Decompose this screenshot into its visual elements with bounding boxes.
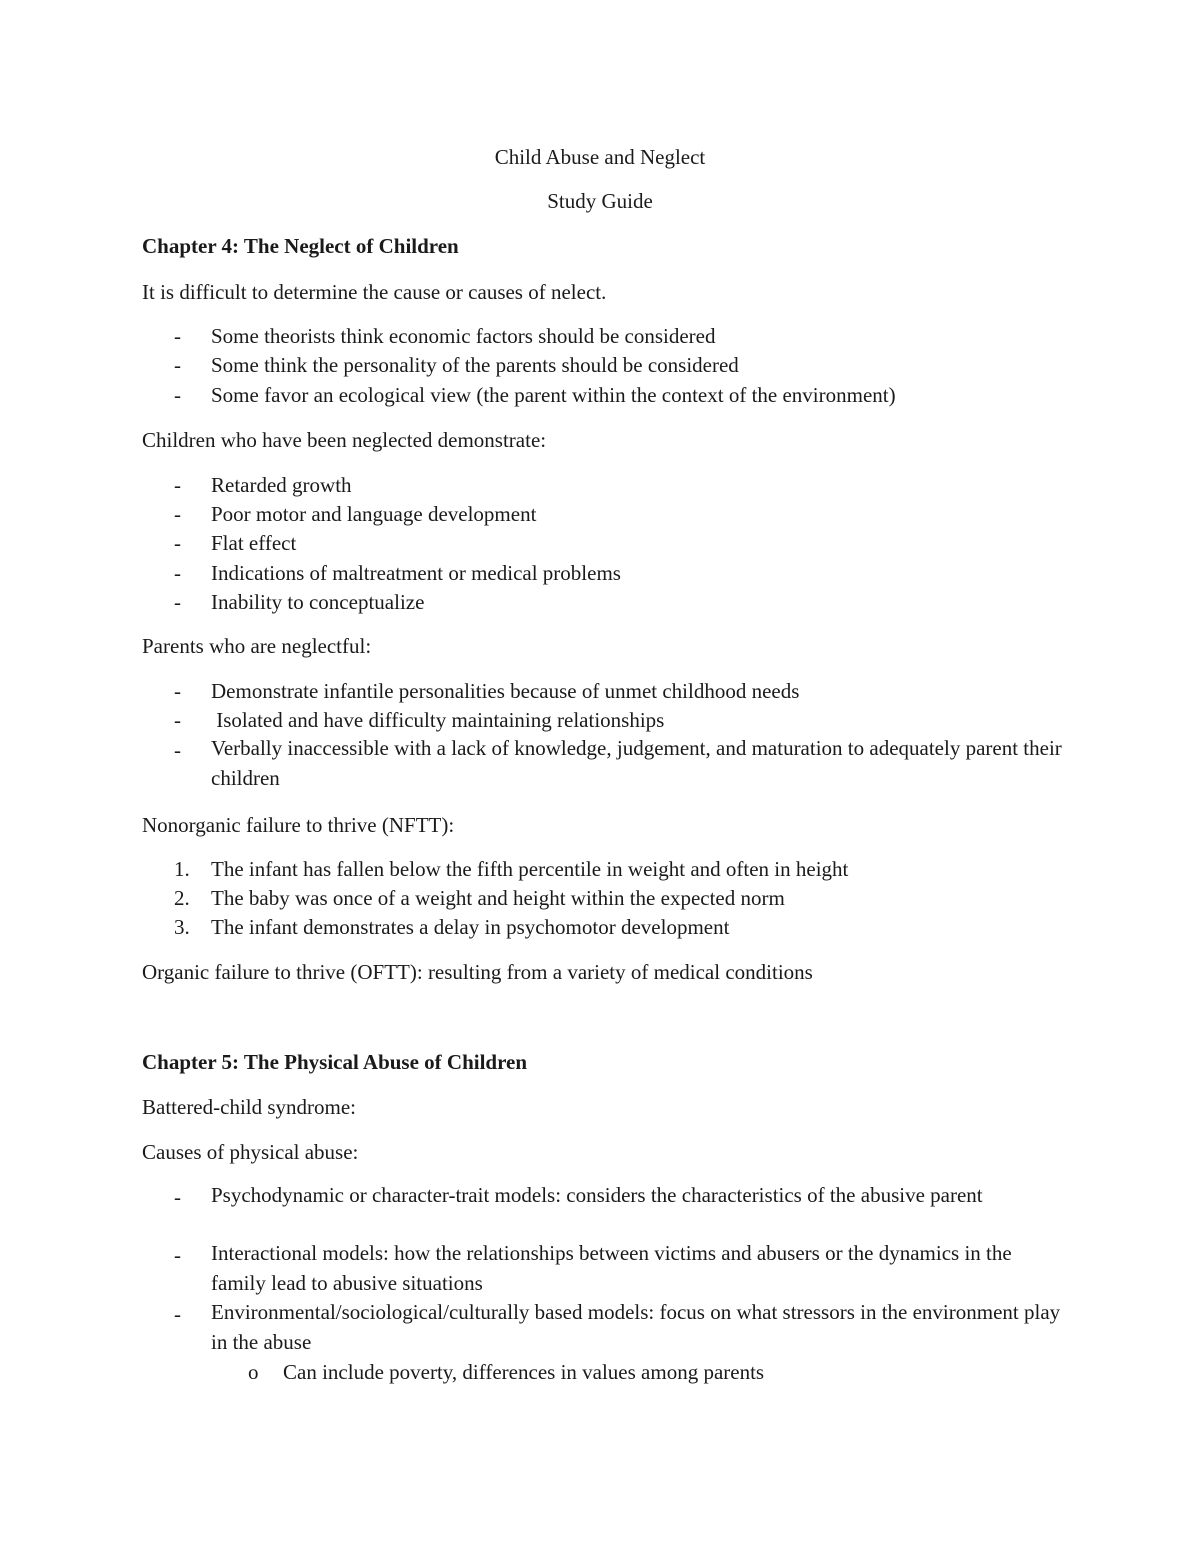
parents-intro: Parents who are neglectful:	[142, 634, 372, 658]
list-item: Interactional models: how the relationships between victims and abusers or the dynamics in the family lead to abusive situations	[211, 1241, 1012, 1295]
document-title: Child Abuse and Neglect	[494, 145, 706, 169]
list-item: Some think the personality of the parents should be considered	[211, 353, 739, 377]
number-marker: 2.	[174, 886, 190, 910]
bullet-marker: -	[174, 531, 181, 555]
list-item: Some favor an ecological view (the parent within the context of the environment)	[211, 383, 896, 407]
nftt-intro: Nonorganic failure to thrive (NFTT):	[142, 813, 455, 837]
list-item: Environmental/sociological/culturally based models: focus on what stressors in the environment play in the abuse	[211, 1300, 1061, 1354]
list-item: Inability to conceptualize	[211, 590, 425, 614]
list-item: Demonstrate infantile personalities because of unmet childhood needs	[211, 679, 800, 703]
bullet-marker: -	[174, 473, 181, 497]
bullet-marker: -	[174, 353, 181, 377]
bullet-marker: -	[174, 590, 181, 614]
battered-child-line: Battered-child syndrome:	[142, 1095, 357, 1119]
sub-bullet-marker: o	[248, 1360, 259, 1384]
document-subtitle: Study Guide	[547, 189, 653, 213]
list-item: Flat effect	[211, 531, 297, 555]
oftt-line: Organic failure to thrive (OFTT): resulting from a variety of medical conditions	[142, 960, 813, 984]
chapter-4-heading: Chapter 4: The Neglect of Children	[142, 234, 459, 258]
bullet-marker: -	[174, 708, 181, 732]
list-item: The infant demonstrates a delay in psychomotor development	[211, 915, 730, 939]
sub-list-item: Can include poverty, differences in values among parents	[283, 1360, 765, 1384]
bullet-marker: -	[174, 1185, 181, 1209]
bullet-marker: -	[174, 1243, 181, 1267]
bullet-marker: -	[174, 502, 181, 526]
number-marker: 3.	[174, 915, 190, 939]
list-item: Some theorists think economic factors should be considered	[211, 324, 716, 348]
number-marker: 1.	[174, 857, 190, 881]
bullet-marker: -	[174, 679, 181, 703]
bullet-marker: -	[174, 324, 181, 348]
neglect-intro: It is difficult to determine the cause or causes of nelect.	[142, 280, 607, 304]
list-item: Indications of maltreatment or medical problems	[211, 561, 621, 585]
bullet-marker: -	[174, 383, 181, 407]
list-item: Retarded growth	[211, 473, 352, 497]
list-item: Verbally inaccessible with a lack of knowledge, judgement, and maturation to adequately parent their children	[211, 736, 1062, 790]
list-item: The infant has fallen below the fifth percentile in weight and often in height	[211, 857, 849, 881]
bullet-marker: -	[174, 1302, 181, 1326]
bullet-marker: -	[174, 561, 181, 585]
list-item: Psychodynamic or character-trait models: considers the characteristics of the abusive parent	[211, 1183, 983, 1207]
chapter-5-heading: Chapter 5: The Physical Abuse of Children	[142, 1050, 528, 1074]
causes-intro: Causes of physical abuse:	[142, 1140, 359, 1164]
bullet-marker: -	[174, 738, 181, 762]
list-item: The baby was once of a weight and height within the expected norm	[211, 886, 785, 910]
list-item: Poor motor and language development	[211, 502, 537, 526]
children-intro: Children who have been neglected demonstrate:	[142, 428, 547, 452]
list-item: Isolated and have difficulty maintaining relationships	[211, 708, 665, 732]
